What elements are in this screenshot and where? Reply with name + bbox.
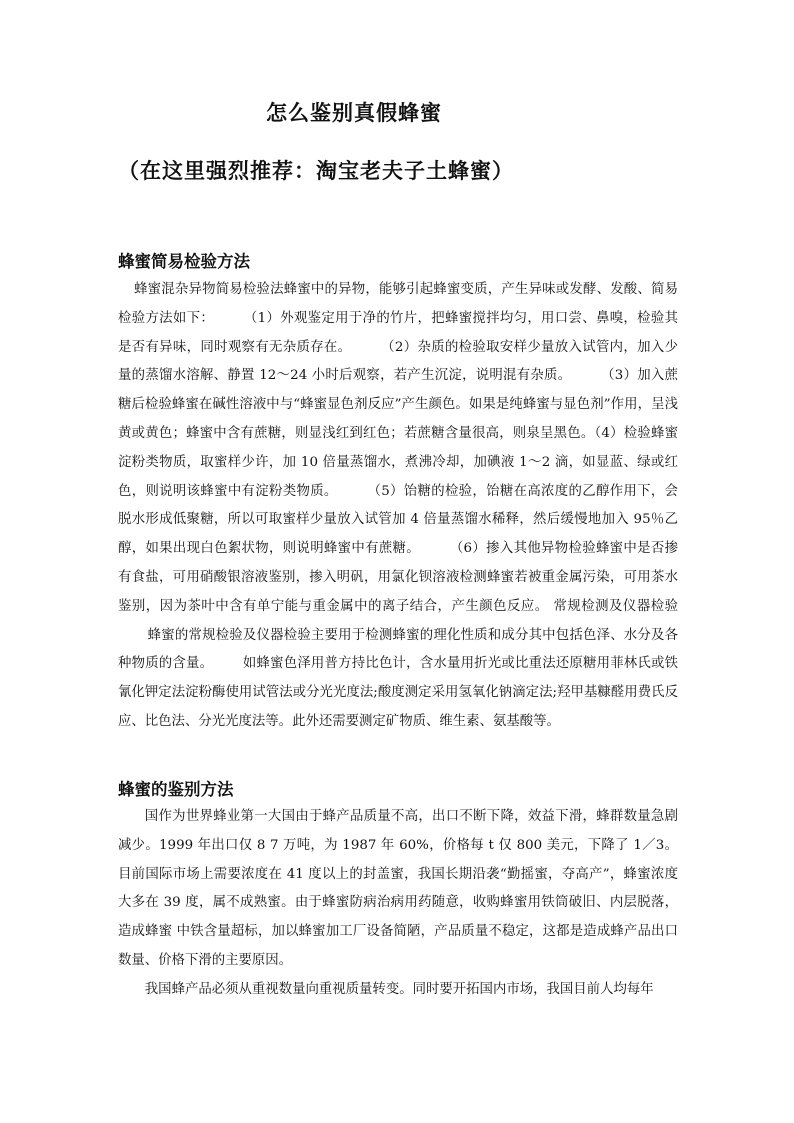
paragraph-step-3: （3）加入蔗糖后检验蜂蜜在碱性溶液中与“蜂蜜显色剂反应”产生颜色。如果是纯蜂蜜与显色剂”作用，呈浅黄或黄色；蜂蜜中含有蔗糖，则显浅红到红色；若蔗糖含量很高，则泉呈黑色。	[118, 368, 678, 441]
paragraph-routine-label: 常规检测及仪器检验	[553, 598, 679, 614]
page-subtitle: （在这里强烈推荐：淘宝老夫子土蜂蜜）	[118, 158, 514, 183]
paragraph-step-2: （2）杂质的检验取安样少量放入试管内，加入少量的蒸馏水溶解、静置 12～24 小时后观察，若产生沉淀，说明混有杂质。	[118, 339, 678, 384]
section-heading-identification: 蜂蜜的鉴别方法	[118, 780, 234, 799]
paragraph-step-5: （5）饴糖的检验，饴糖在高浓度的乙醇作用下，会脱水形成低聚糖，所以可取蜜样少量放入试管加 4 倍量蒸馏水稀释，然后缓慢地加入 95％乙醇，如果出现白色絮状物，则说明蜂蜜中有蔗糖。	[118, 483, 678, 557]
page-title: 怎么鉴别真假蜂蜜	[266, 100, 442, 125]
section-heading-simple-test: 蜂蜜简易检验方法	[118, 252, 250, 271]
paragraph-quality: 我国蜂产品必须从重视数量向重视质量转变。同时要开拓国内市场，我国目前人均每年	[144, 981, 654, 997]
paragraph-export: 国作为世界蜂业第一大国由于蜂产品质量不高，出口不断下降，效益下滑，蜂群数量急剧减少。1999 年出口仅 8 7 万吨，为 1987 年 60%，价格每 t 仅 800 美元，下降了 1／3。目前国际市场上需要浓度在 41 度以上的封盖蜜，我国长期沿袭“勤摇蜜，夺高产”，蜂蜜浓度大多在 39 度，属不成熟蜜。由于蜂蜜防病治病用药随意，收购蜂蜜用铁筒破旧、内层脱落，造成蜂蜜 中铁含量超标，加以蜂蜜加工厂设备简陋，产品质量不稳定，这都是造成蜂产品出口数量、价格下滑的主要原因。	[118, 809, 678, 968]
paragraph-intro: 蜂蜜混杂异物简易检验法蜂蜜中的异物，能够引起蜂蜜变质，产生异味或发酵、发酸、简易检验方法如下：	[118, 282, 678, 326]
section-body-identification	[118, 803, 678, 1005]
paragraph-step-4: （4）检验蜂蜜淀粉类物质，取蜜样少许，加 10 倍量蒸馏水，煮沸冷却，加碘液 1～2 滴，如显蓝、绿或红色，则说明该蜂蜜中有淀粉类物质。	[118, 425, 679, 499]
paragraph-routine: 蜂蜜的常规检验及仪器检验主要用于检测蜂蜜的理化性质和成分其中包括色泽、水分及各种物质的含量。	[118, 627, 678, 672]
section-body-simple-test	[118, 276, 678, 737]
paragraph-step-1: （1）外观鉴定用于净的竹片，把蜂蜜搅拌均匀，用口尝、鼻嗅，检验其是否有异味，同时观察有无杂质存在。	[118, 310, 678, 355]
paragraph-step-6: （6）掺入其他异物检验蜂蜜中是否掺有食盐，可用硝酸银溶液鉴别，掺入明矾，用氯化钡溶液检测蜂蜜若被重金属污染，可用茶水鉴别，因为茶叶中含有单宁能与重金属中的离子结合，产生颜色反应。	[118, 541, 678, 614]
paragraph-instruments: 如蜂蜜色泽用普方持比色计，含水量用折光或比重法还原糖用菲林氏或铁氰化钾定法淀粉酶使用试管法或分光光度法;酸度测定采用氢氧化钠滴定法;羟甲基糠醛用费氏反应、比色法、分光光度法等。此外还需要测定矿物质、维生素、氨基酸等。	[118, 656, 679, 729]
